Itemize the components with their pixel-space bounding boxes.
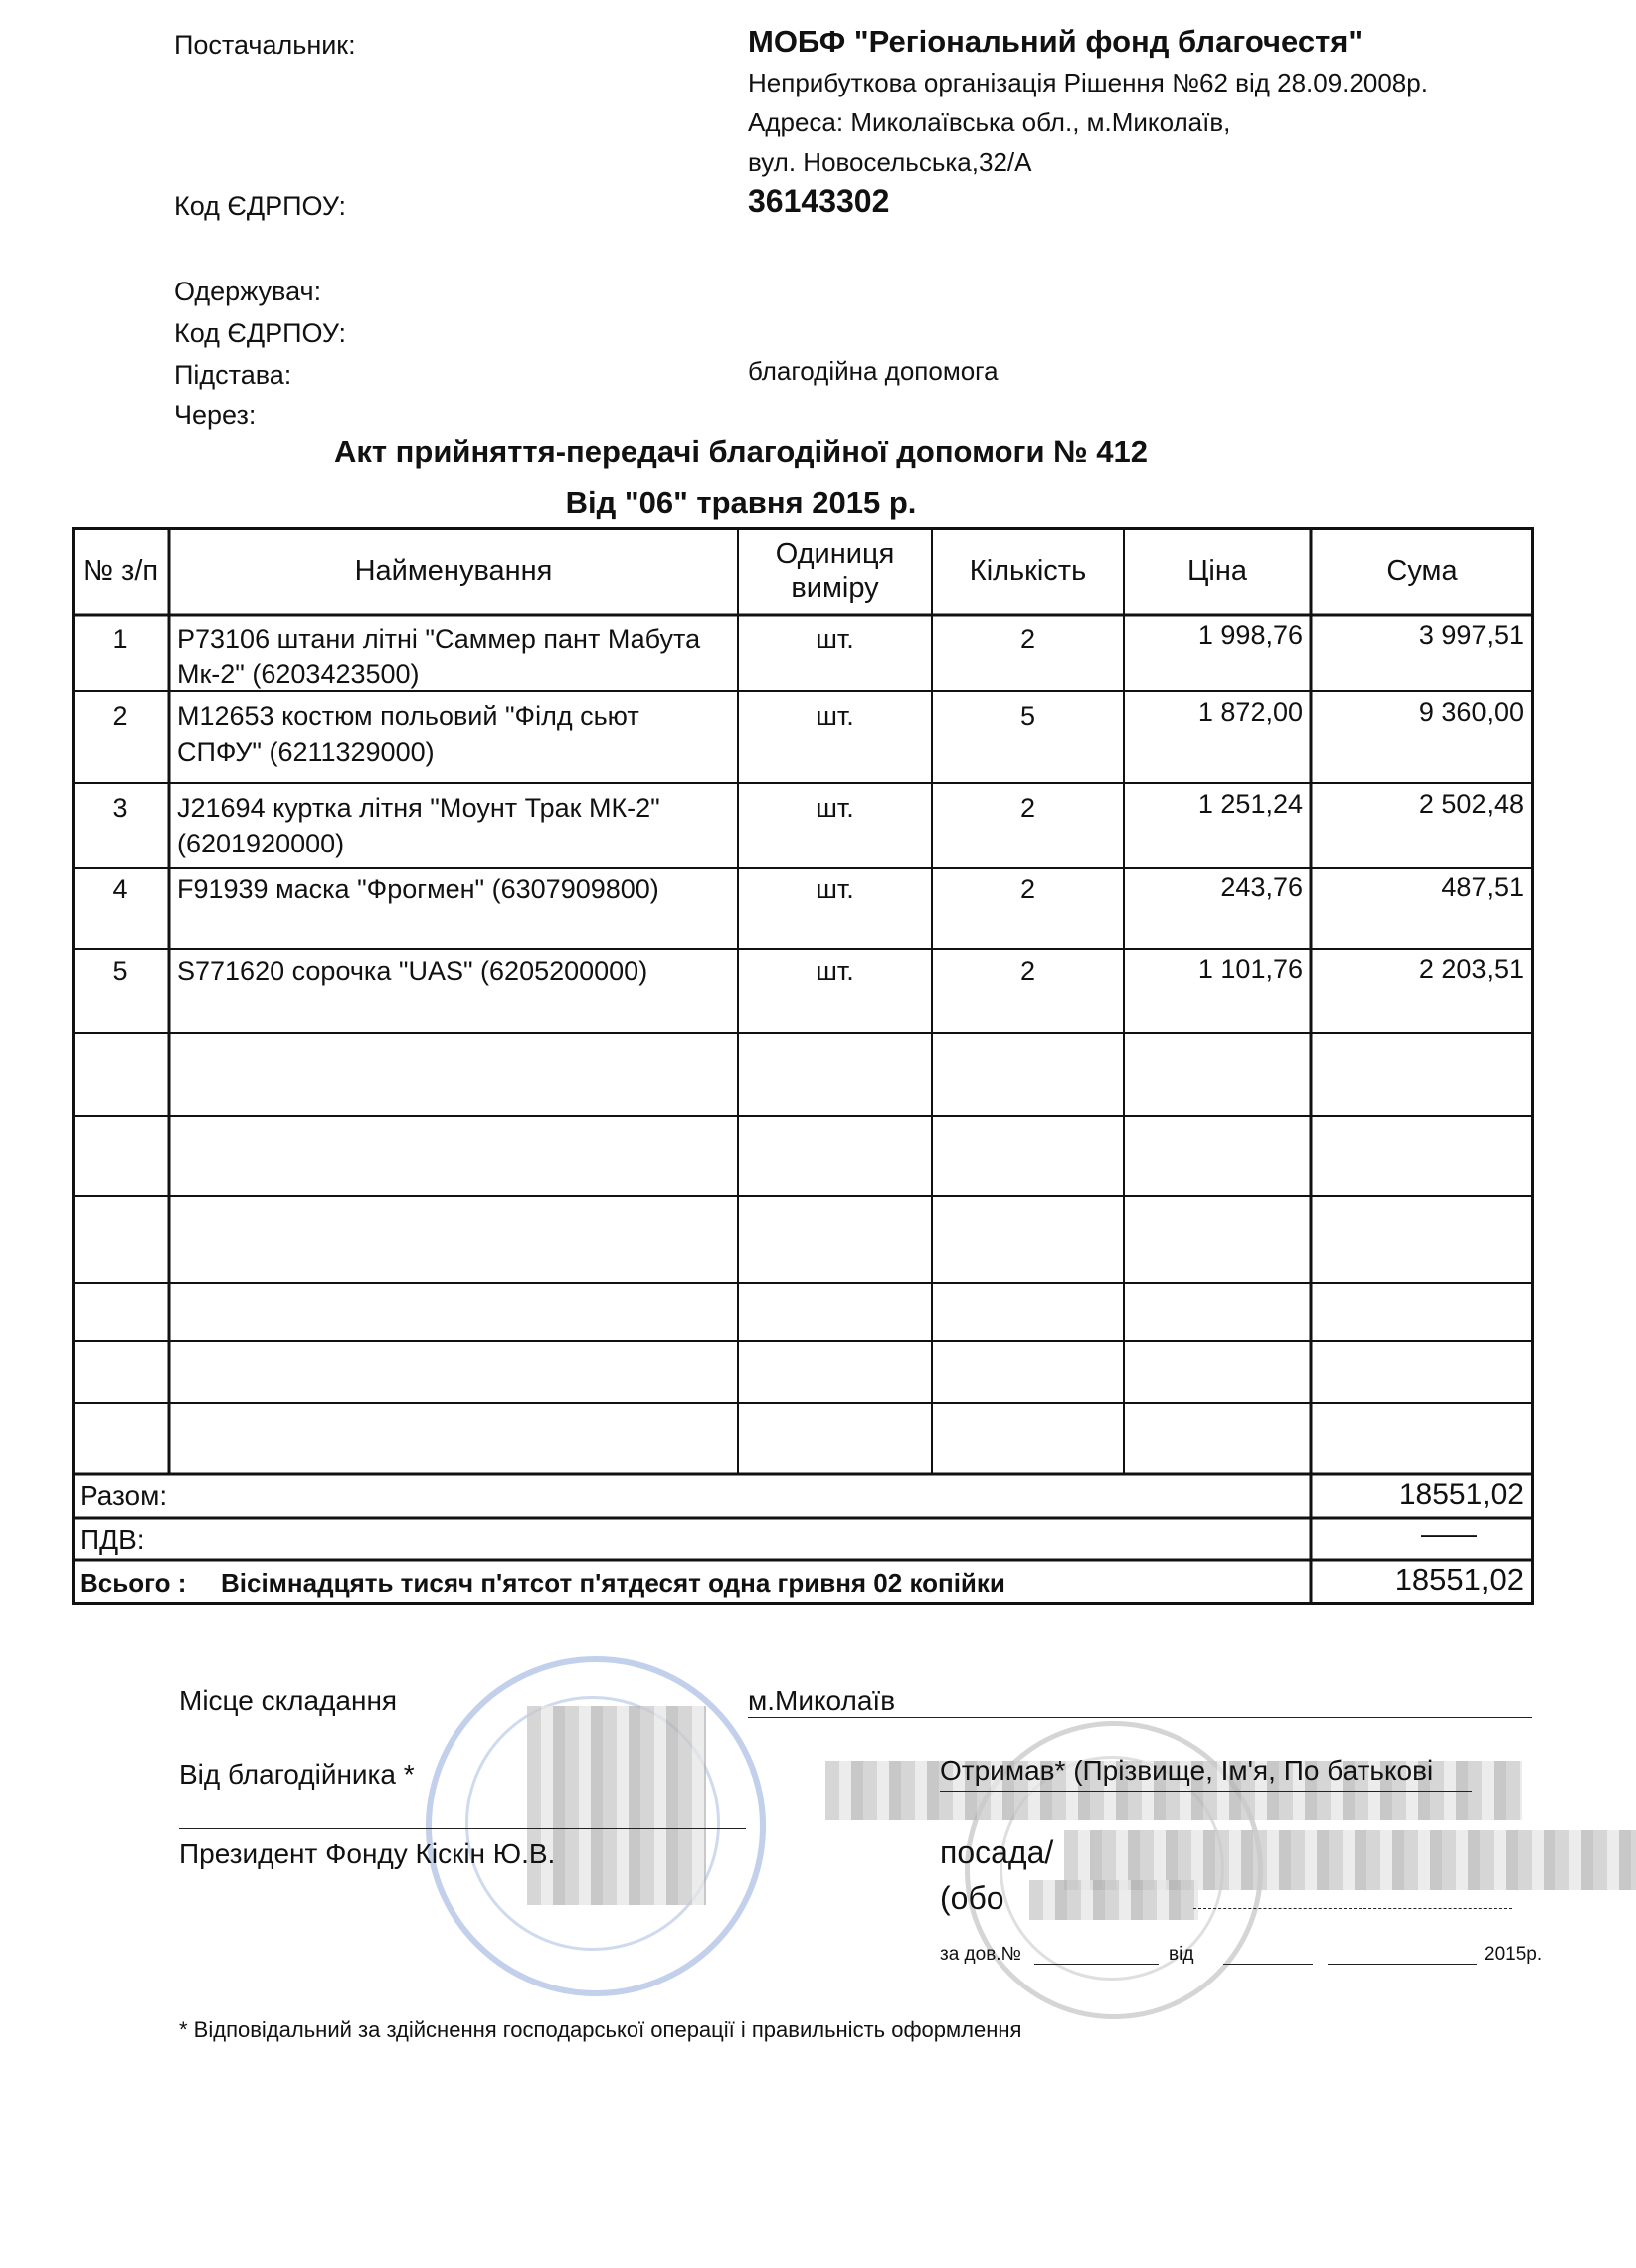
header-num: № з/п <box>82 555 159 587</box>
donor-label: Від благодійника * <box>179 1759 415 1790</box>
supplier-label: Постачальник: <box>174 30 356 60</box>
supplier-address-2: вул. Новосельська,32/А <box>748 147 1032 177</box>
supplier-code: 36143302 <box>748 183 890 219</box>
total-value: 18551,02 <box>1394 1562 1524 1597</box>
row-1-num: 1 <box>112 624 128 654</box>
supplier-name: МОБФ "Регіональний фонд благочестя" <box>748 24 1363 59</box>
recipient-label: Одержувач: <box>174 277 322 306</box>
dov-from-label: від <box>1169 1944 1194 1965</box>
row-5-name: S771620 сорочка "UAS" (6205200000) <box>177 956 648 986</box>
redacted-position-2 <box>1029 1880 1198 1920</box>
act-date: Від "06" травня 2015 р. <box>565 485 917 520</box>
row-2-num: 2 <box>112 701 128 731</box>
basis-label: Підстава: <box>174 360 292 390</box>
header-sum: Сума <box>1386 555 1458 587</box>
row-3-unit: шт. <box>816 793 854 823</box>
row-5-sum: 2 203,51 <box>1418 954 1524 984</box>
row-3-qty: 2 <box>1019 793 1036 823</box>
total-words: Вісімнадцять тисяч п'ятсот п'ятдесят одна гривня 02 копійки <box>221 1568 1005 1598</box>
row-4-unit: шт. <box>816 874 854 904</box>
row-5-num: 5 <box>112 956 128 986</box>
row-4-name: F91939 маска "Фрогмен" (6307909800) <box>177 874 659 904</box>
items-table <box>72 527 1534 1605</box>
row-4-qty: 2 <box>1019 874 1036 904</box>
row-3-price: 1 251,24 <box>1197 789 1303 819</box>
subtotal-value: 18551,02 <box>1398 1478 1524 1511</box>
row-3-name: J21694 куртка літня "Моунт Трак МК-2" (6201920000) <box>177 793 660 858</box>
position-line <box>1193 1908 1512 1909</box>
header-price: Ціна <box>1186 555 1248 587</box>
dov-month-line <box>1328 1964 1477 1965</box>
dov-day-line <box>1223 1964 1313 1965</box>
position-label-2: (обо <box>940 1880 1004 1916</box>
position-label: посада/ <box>940 1834 1054 1870</box>
row-2-unit: шт. <box>816 701 854 731</box>
received-label: Отримав* (Прізвище, Ім'я, По батькові <box>940 1755 1434 1786</box>
row-5-qty: 2 <box>1019 956 1036 986</box>
place-value: м.Миколаїв <box>748 1685 896 1716</box>
supplier-registration: Неприбуткова організація Рішення №62 від 28.09.2008р. <box>748 68 1428 97</box>
basis-value: благодійна допомога <box>748 356 999 386</box>
row-2-qty: 5 <box>1019 701 1036 731</box>
header-unit: Одиниця виміру <box>775 538 895 604</box>
redacted-logo <box>527 1706 706 1905</box>
header-qty: Кількість <box>969 555 1087 587</box>
total-label: Всього : <box>80 1568 187 1598</box>
row-1-qty: 2 <box>1019 624 1036 654</box>
row-1-price: 1 998,76 <box>1197 620 1303 650</box>
row-1-unit: шт. <box>816 624 854 654</box>
president-label: Президент Фонду Кіскін Ю.В. <box>179 1838 556 1869</box>
row-4-price: 243,76 <box>1220 872 1303 902</box>
row-1-name: P73106 штани літні "Саммер пант Мабута Мк-2" (6203423500) <box>177 624 701 689</box>
received-line <box>940 1791 1472 1792</box>
subtotal-label: Разом: <box>80 1480 168 1511</box>
supplier-code-label: Код ЄДРПОУ: <box>174 191 346 221</box>
recipient-code-label: Код ЄДРПОУ: <box>174 318 346 348</box>
vat-value: —— <box>1421 1518 1477 1549</box>
row-2-sum: 9 360,00 <box>1418 697 1524 727</box>
header-name: Найменування <box>354 555 553 587</box>
vat-label: ПДВ: <box>80 1524 145 1555</box>
row-3-num: 3 <box>112 793 128 823</box>
row-2-price: 1 872,00 <box>1197 697 1303 727</box>
act-title: Акт прийняття-передачі благодійної допомоги № 412 <box>333 434 1149 469</box>
via-label: Через: <box>174 400 257 430</box>
dov-label: за дов.№ <box>940 1944 1021 1965</box>
row-2-name: M12653 костюм польовий "Філд сьют СПФУ" (6211329000) <box>177 701 639 767</box>
row-5-unit: шт. <box>816 956 854 986</box>
place-line <box>748 1717 1532 1718</box>
dov-line <box>1034 1964 1159 1965</box>
row-4-sum: 487,51 <box>1441 872 1524 902</box>
row-4-num: 4 <box>112 874 128 904</box>
supplier-address-1: Адреса: Миколаївська обл., м.Миколаїв, <box>748 107 1231 137</box>
row-5-price: 1 101,76 <box>1197 954 1303 984</box>
row-3-sum: 2 502,48 <box>1418 789 1524 819</box>
donor-signature-line <box>179 1828 746 1829</box>
place-label: Місце складання <box>179 1685 398 1716</box>
row-1-sum: 3 997,51 <box>1418 620 1524 650</box>
responsibility-note: * Відповідальний за здійснення господарської операції і правильність оформлення <box>179 2017 1022 2042</box>
dov-year: 2015р. <box>1484 1944 1543 1965</box>
